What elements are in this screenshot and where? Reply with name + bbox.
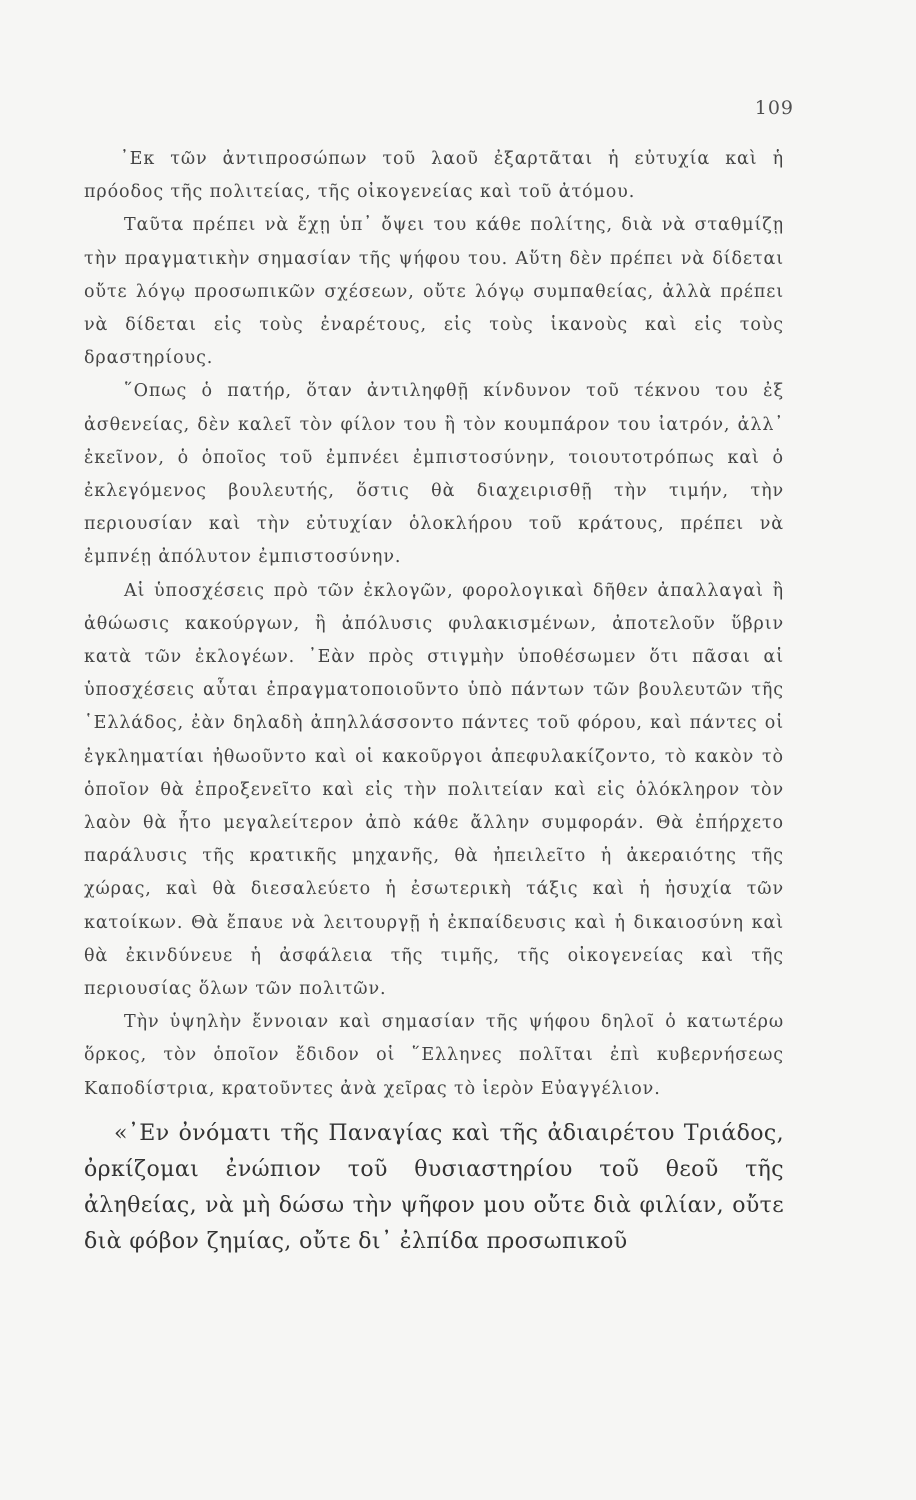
body-text	[84, 143, 784, 1260]
page-number: 109	[754, 97, 794, 119]
paragraph-oath-intro: Τὴν ὑψηλὴν ἔννοιαν καὶ σημασίαν τῆς ψήφου δηλοῖ ὁ κατωτέρω ὅρκος, τὸν ὁποῖον ἔδιδον οἱ ῞Ελληνες πολῖται ἐπὶ κυβερνήσεως Καποδίστρια, κρατοῦντες ἀνὰ χεῖρας τὸ ἱερὸν Εὐαγγέλιον.	[84, 1012, 784, 1099]
paragraph-father-analogy: ῞Οπως ὁ πατήρ, ὅταν ἀντιληφθῇ κίνδυνον τοῦ τέκνου του ἐξ ἀσθενείας, δὲν καλεῖ τὸν φίλον του ἢ τὸν κουμπάρον του ἰατρόν, ἀλλ᾿ ἐκεῖνον, ὁ ὁποῖος τοῦ ἐμπνέει ἐμπιστοσύνην, τοιουτοτρόπως καὶ ὁ ἐκλεγόμενος βουλευτής, ὅστις θὰ διαχειρισθῇ τὴν τιμήν, τὴν περιουσίαν καὶ τὴν εὐτυχίαν ὁλοκλήρου τοῦ κράτους, πρέπει νὰ ἐμπνέῃ ἀπόλυτον ἐμπιστοσύνην.	[84, 381, 784, 568]
paragraph-representatives: ᾿Εκ τῶν ἀντιπροσώπων τοῦ λαοῦ ἐξαρτᾶται ἡ εὐτυχία καὶ ἡ πρόοδος τῆς πολιτείας, τῆς οἰκογενείας καὶ τοῦ ἀτόμου.	[84, 149, 784, 203]
oath-quote: «᾿Εν ὀνόματι τῆς Παναγίας καὶ τῆς ἀδιαιρέτου Τριάδος, ὀρκίζομαι ἐνώπιον τοῦ θυσιαστηρίου τοῦ θεοῦ τῆς ἀληθείας, νὰ μὴ δώσω τὴν ψῆφον μου οὔτε διὰ φιλίαν, οὔτε διὰ φόβον ζημίας, οὔτε δι᾿ ἐλπίδα προσωπικοῦ	[84, 1120, 784, 1254]
paragraph-weigh-vote: Ταῦτα πρέπει νὰ ἔχῃ ὑπ᾿ ὄψει του κάθε πολίτης, διὰ νὰ σταθμίζῃ τὴν πραγματικὴν σημασίαν τῆς ψήφου του. Αὕτη δὲν πρέπει νὰ δίδεται οὔτε λόγῳ προσωπικῶν σχέσεων, οὔτε λόγῳ συμπαθείας, ἀλλὰ πρέπει νὰ δίδεται εἰς τοὺς ἐναρέτους, εἰς τοὺς ἱκανοὺς καὶ εἰς τοὺς δραστηρίους.	[84, 215, 784, 369]
paragraph-promises: Αἱ ὑποσχέσεις πρὸ τῶν ἐκλογῶν, φορολογικαὶ δῆθεν ἀπαλλαγαὶ ἢ ἀθώωσις κακούργων, ἢ ἀπόλυσις φυλακισμένων, ἀποτελοῦν ὕβριν κατὰ τῶν ἐκλογέων. ᾿Εὰν πρὸς στιγμὴν ὑποθέσωμεν ὅτι πᾶσαι αἱ ὑποσχέσεις αὗται ἐπραγματοποιοῦντο ὑπὸ πάντων τῶν βουλευτῶν τῆς ῾Ελλάδος, ἐὰν δηλαδὴ ἀπηλλάσσοντο πάντες τοῦ φόρου, καὶ πάντες οἱ ἐγκληματίαι ἠθωοῦντο καὶ οἱ κακοῦργοι ἀπεφυλακίζοντο, τὸ κακὸν τὸ ὁποῖον θὰ ἐπροξενεῖτο καὶ εἰς τὴν πολιτείαν καὶ εἰς ὁλόκληρον τὸν λαὸν θὰ ἦτο μεγαλείτερον ἀπὸ κάθε ἄλλην συμφοράν. Θὰ ἐπήρχετο παράλυσις τῆς κρατικῆς μηχανῆς, θὰ ἠπειλεῖτο ἡ ἀκεραιότης τῆς χώρας, καὶ θὰ διεσαλεύετο ἡ ἐσωτερικὴ τάξις καὶ ἡ ἡσυχία τῶν κατοίκων. Θὰ ἔπαυε νὰ λειτουργῇ ἡ ἐκπαίδευσις καὶ ἡ δικαιοσύνη καὶ θὰ ἐκινδύνευε ἡ ἀσφάλεια τῆς τιμῆς, τῆς οἰκογενείας καὶ τῆς περιουσίας ὅλων τῶν πολιτῶν.	[84, 580, 784, 1000]
